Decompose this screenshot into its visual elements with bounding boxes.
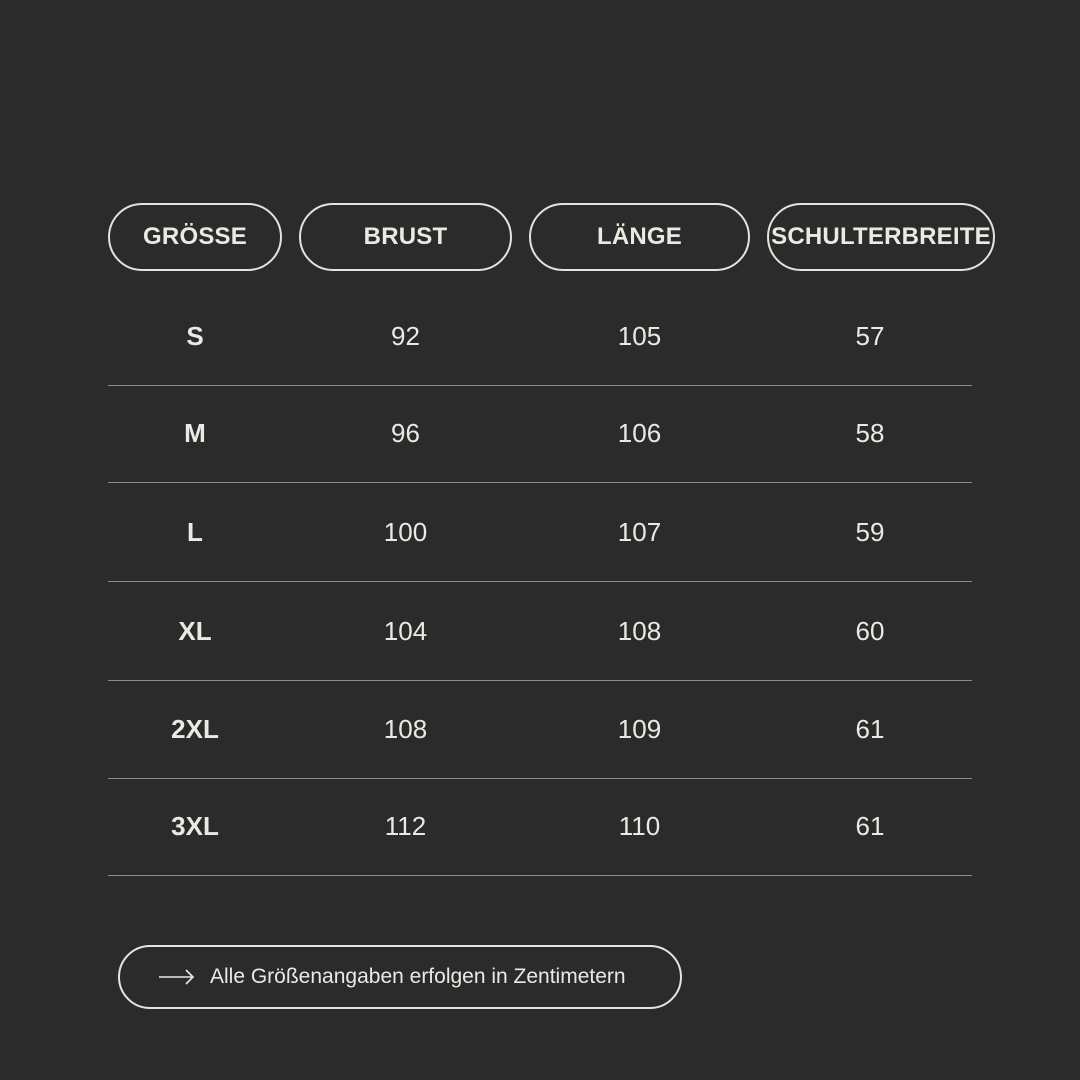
table-row bbox=[108, 385, 972, 483]
brust-cell: 96 bbox=[391, 418, 420, 448]
table-row bbox=[108, 582, 972, 681]
size-cell: XL bbox=[178, 615, 212, 646]
arrow-right-icon bbox=[158, 968, 196, 986]
laenge-cell: 110 bbox=[618, 811, 661, 841]
header-brust: BRUST bbox=[299, 203, 512, 271]
header-groesse: GRÖSSE bbox=[108, 203, 282, 271]
header-laenge: LÄNGE bbox=[529, 203, 750, 271]
units-note bbox=[118, 945, 682, 1009]
table-row bbox=[108, 288, 972, 386]
size-cell: M bbox=[184, 418, 206, 448]
schulterbreite-cell: 61 bbox=[855, 811, 885, 841]
table-row bbox=[108, 483, 972, 582]
units-note-text: Alle Größenangaben erfolgen in Zentimetern bbox=[210, 965, 626, 988]
size-cell: S bbox=[186, 321, 204, 351]
table-row bbox=[108, 778, 972, 876]
brust-cell: 100 bbox=[383, 516, 428, 547]
header-schulterbreite: SCHULTERBREITE bbox=[767, 203, 995, 271]
size-cell: 3XL bbox=[171, 811, 219, 841]
schulterbreite-cell: 61 bbox=[855, 714, 885, 744]
laenge-cell: 105 bbox=[617, 321, 662, 351]
schulterbreite-cell: 58 bbox=[855, 418, 885, 448]
laenge-cell: 107 bbox=[617, 516, 662, 547]
laenge-cell: 106 bbox=[617, 418, 662, 448]
laenge-cell: 109 bbox=[617, 714, 662, 744]
size-cell: L bbox=[187, 516, 203, 547]
brust-cell: 108 bbox=[383, 714, 428, 744]
schulterbreite-cell: 59 bbox=[855, 516, 885, 547]
schulterbreite-cell: 60 bbox=[855, 615, 885, 646]
laenge-cell: 108 bbox=[617, 615, 662, 646]
schulterbreite-cell: 57 bbox=[855, 321, 885, 351]
brust-cell: 112 bbox=[384, 811, 427, 841]
brust-cell: 92 bbox=[391, 321, 420, 351]
brust-cell: 104 bbox=[383, 615, 428, 646]
size-cell: 2XL bbox=[171, 714, 219, 744]
table-row bbox=[108, 681, 972, 779]
